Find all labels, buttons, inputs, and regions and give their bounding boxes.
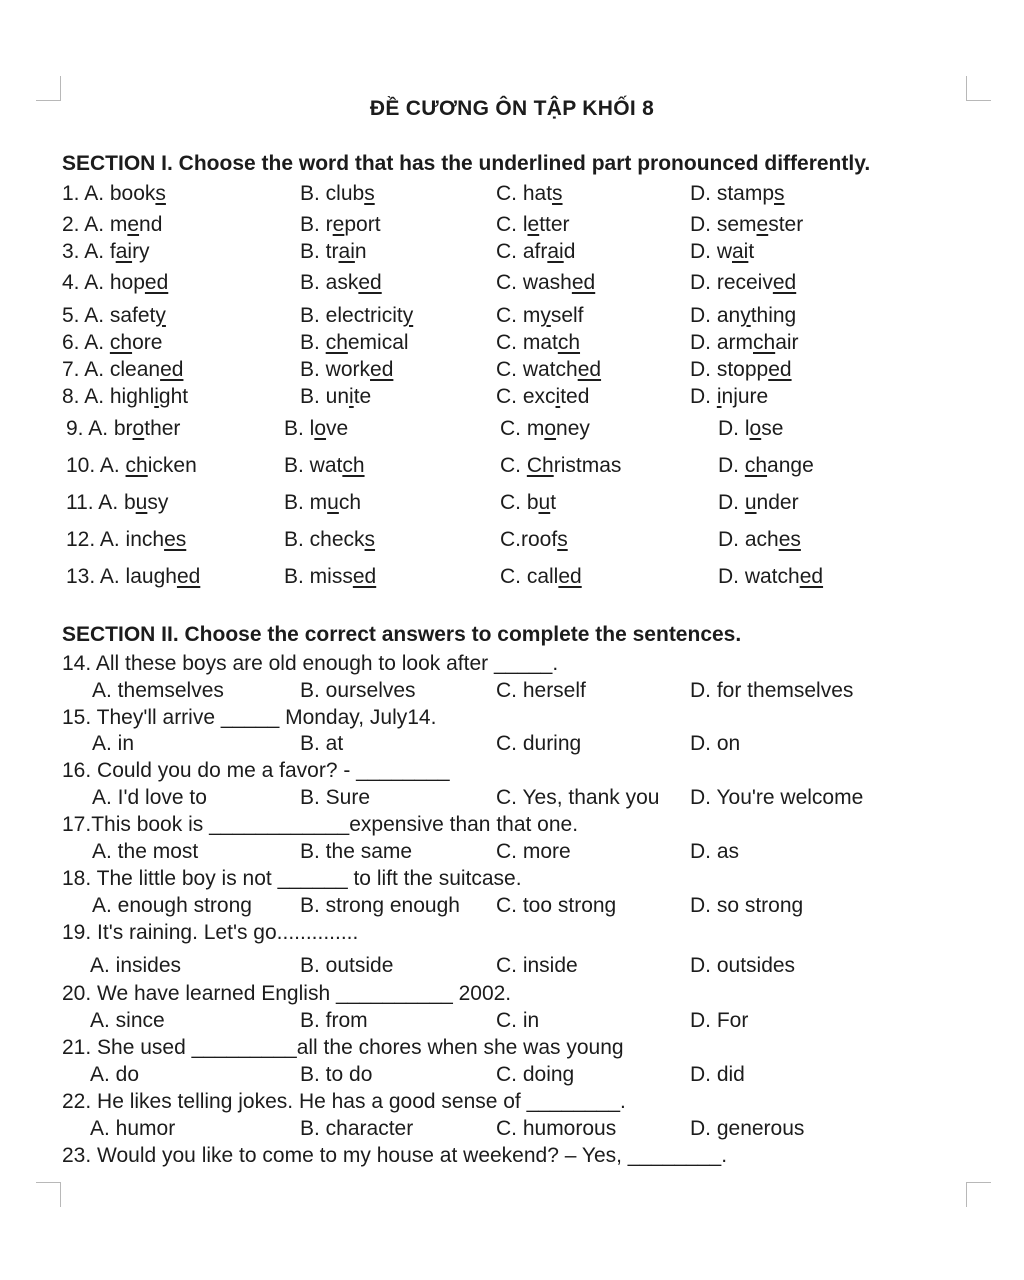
- underlined-part: s: [774, 182, 785, 205]
- answer-option-c: C. too strong: [496, 894, 617, 917]
- underlined-part: y: [155, 304, 166, 327]
- option-prefix: D. receiv: [690, 271, 773, 294]
- crop-mark-bottom-right: [966, 1182, 991, 1207]
- underlined-part: ai: [547, 240, 564, 263]
- option-prefix: D. arm: [690, 331, 753, 354]
- option-prefix: D.: [718, 454, 745, 477]
- answer-option-a: A. themselves: [92, 679, 224, 702]
- question-text: 20. We have learned English __________ 2002.: [62, 982, 512, 1005]
- answer-option-d: D. For: [690, 1009, 749, 1032]
- question-row: [0, 182, 1024, 208]
- question-row: [0, 271, 1024, 297]
- underlined-part: y: [740, 304, 751, 327]
- answer-option-c: C. in: [496, 1009, 540, 1032]
- answer-option-b: B. outside: [300, 954, 394, 977]
- option-suffix: se: [761, 417, 784, 440]
- option-suffix: nder: [756, 491, 799, 514]
- underlined-part: s: [552, 182, 563, 205]
- answer-option-d: D. so strong: [690, 894, 804, 917]
- option-prefix: B. miss: [284, 565, 353, 588]
- option-prefix: D. watch: [718, 565, 800, 588]
- option-prefix: 2. A. m: [62, 213, 128, 236]
- answer-option-d: D. as: [690, 840, 740, 863]
- option-suffix: port: [344, 213, 381, 236]
- option-d: [690, 240, 754, 264]
- option-b: [300, 240, 367, 264]
- option-prefix: B. un: [300, 385, 350, 408]
- underlined-part: ed: [799, 565, 824, 588]
- underlined-part: e: [756, 213, 769, 236]
- underlined-part: ed: [577, 358, 602, 381]
- answer-option-c: C. more: [496, 840, 571, 863]
- option-suffix: ch: [338, 491, 362, 514]
- answer-options: [0, 954, 1024, 980]
- option-d: [690, 304, 796, 328]
- answer-options: [0, 840, 1024, 866]
- underlined-part: u: [538, 491, 551, 514]
- underlined-part: i: [716, 385, 722, 408]
- option-prefix: D. an: [690, 304, 741, 327]
- option-b: [300, 182, 375, 206]
- option-d: [690, 358, 792, 382]
- option-prefix: 9. A. br: [66, 417, 133, 440]
- underlined-part: ch: [753, 331, 776, 354]
- option-prefix: C. mat: [496, 331, 558, 354]
- option-d: [690, 213, 803, 237]
- option-suffix: ange: [767, 454, 814, 477]
- option-c: [500, 454, 621, 478]
- answer-option-b: B. ourselves: [300, 679, 416, 702]
- option-c: [496, 385, 589, 409]
- option-c: [496, 271, 595, 295]
- underlined-part: ch: [557, 331, 581, 354]
- answer-option-d: D. for themselves: [690, 679, 854, 702]
- option-b: [284, 454, 365, 478]
- option-c: [496, 358, 601, 382]
- option-prefix: 4. A. hop: [62, 271, 145, 294]
- question-text: 14. All these boys are old enough to look after _____.: [62, 652, 559, 675]
- underlined-part: ch: [325, 331, 348, 354]
- option-prefix: D. stamp: [690, 182, 775, 205]
- option-c: [500, 417, 590, 441]
- question-text: 23. Would you like to come to my house at weekend? – Yes, ________.: [62, 1144, 728, 1167]
- option-suffix: thing: [750, 304, 797, 327]
- answer-options: [0, 1063, 1024, 1089]
- question-row: [0, 304, 1024, 330]
- option-a: [66, 528, 186, 552]
- answer-option-d: D. did: [690, 1063, 745, 1086]
- underlined-part: ed: [768, 358, 792, 381]
- option-b: [284, 491, 361, 515]
- underlined-part: o: [749, 417, 762, 440]
- answer-option-b: B. to do: [300, 1063, 373, 1086]
- option-prefix: B. l: [284, 417, 315, 440]
- underlined-part: e: [527, 213, 540, 236]
- question-row: [0, 491, 1024, 517]
- question-row: [0, 454, 1024, 480]
- underlined-part: s: [557, 528, 568, 551]
- option-suffix: n: [354, 240, 367, 263]
- answer-option-b: B. at: [300, 732, 344, 755]
- option-prefix: C. l: [496, 213, 528, 236]
- option-prefix: B. check: [284, 528, 365, 551]
- option-suffix: nd: [139, 213, 163, 236]
- option-prefix: 10. A.: [66, 454, 126, 477]
- question-row: [0, 213, 1024, 239]
- section-1-heading: SECTION I. Choose the word that has the underlined part pronounced differently.: [62, 152, 871, 175]
- option-suffix: ristmas: [553, 454, 622, 477]
- option-prefix: D. l: [718, 417, 750, 440]
- answer-option-b: B. the same: [300, 840, 413, 863]
- option-b: [284, 528, 375, 552]
- question-row: [0, 331, 1024, 357]
- option-prefix: B. electricit: [300, 304, 403, 327]
- answer-options: [0, 786, 1024, 812]
- underlined-part: ch: [109, 331, 133, 354]
- option-a: [66, 491, 168, 515]
- option-suffix: ted: [560, 385, 590, 408]
- option-c: [496, 304, 584, 328]
- option-prefix: B. wat: [284, 454, 343, 477]
- answer-option-c: C. humorous: [496, 1117, 617, 1140]
- option-prefix: C. wash: [496, 271, 572, 294]
- answer-option-a: A. since: [90, 1009, 165, 1032]
- option-prefix: 13. A. laugh: [66, 565, 177, 588]
- option-prefix: 11. A. b: [66, 491, 136, 514]
- underlined-part: ed: [571, 271, 596, 294]
- answer-options: [0, 894, 1024, 920]
- underlined-part: y: [402, 304, 414, 327]
- option-suffix: icken: [147, 454, 197, 477]
- answer-options: [0, 732, 1024, 758]
- underlined-part: ed: [176, 565, 201, 588]
- option-suffix: ther: [144, 417, 181, 440]
- option-a: [62, 271, 168, 295]
- option-prefix: D. ach: [718, 528, 779, 551]
- option-prefix: B.: [300, 331, 326, 354]
- underlined-part: s: [364, 182, 375, 205]
- answer-options: [0, 1117, 1024, 1143]
- option-a: [62, 304, 166, 328]
- option-prefix: C.roof: [500, 528, 558, 551]
- question-text: 15. They'll arrive _____ Monday, July14.: [62, 706, 437, 729]
- option-prefix: 7. A. clean: [62, 358, 161, 381]
- underlined-part: ch: [744, 454, 768, 477]
- option-d: [718, 565, 823, 589]
- answer-option-d: D. generous: [690, 1117, 805, 1140]
- option-d: [718, 491, 799, 515]
- underlined-part: o: [314, 417, 327, 440]
- option-a: [66, 565, 200, 589]
- option-prefix: C. b: [500, 491, 539, 514]
- underlined-part: ed: [772, 271, 797, 294]
- option-prefix: D. w: [690, 240, 732, 263]
- option-prefix: B. m: [284, 491, 328, 514]
- underlined-part: i: [154, 385, 159, 408]
- option-prefix: D.: [690, 385, 717, 408]
- option-c: [500, 565, 582, 589]
- underlined-part: es: [164, 528, 187, 551]
- crop-mark-bottom-left: [36, 1182, 61, 1207]
- question-text: 19. It's raining. Let's go..............: [62, 921, 359, 944]
- option-suffix: d: [563, 240, 576, 263]
- option-prefix: C. m: [496, 304, 541, 327]
- option-a: [62, 358, 183, 382]
- option-suffix: ster: [768, 213, 804, 236]
- option-c: [500, 491, 556, 515]
- question-row: [0, 358, 1024, 384]
- option-prefix: C. hat: [496, 182, 553, 205]
- option-a: [62, 213, 162, 237]
- answer-option-b: B. character: [300, 1117, 414, 1140]
- option-b: [300, 331, 409, 355]
- answer-option-a: A. insides: [90, 954, 182, 977]
- option-d: [690, 331, 799, 355]
- option-prefix: C. m: [500, 417, 545, 440]
- option-a: [62, 385, 188, 409]
- option-suffix: ore: [132, 331, 163, 354]
- option-c: [496, 182, 563, 206]
- answer-option-a: A. do: [90, 1063, 140, 1086]
- option-d: [718, 454, 814, 478]
- option-suffix: ry: [132, 240, 150, 263]
- option-b: [284, 417, 348, 441]
- option-suffix: ght: [158, 385, 189, 408]
- option-b: [300, 213, 381, 237]
- option-c: [500, 528, 568, 552]
- underlined-part: i: [349, 385, 354, 408]
- option-prefix: 8. A. highl: [62, 385, 155, 408]
- question-row: [0, 385, 1024, 411]
- answer-option-b: B. Sure: [300, 786, 371, 809]
- underlined-part: ed: [160, 358, 184, 381]
- option-suffix: t: [748, 240, 755, 263]
- option-d: [690, 182, 785, 206]
- option-b: [300, 385, 371, 409]
- question-row: [0, 528, 1024, 554]
- underlined-part: s: [364, 528, 376, 551]
- option-suffix: njure: [721, 385, 769, 408]
- option-prefix: 6. A.: [62, 331, 110, 354]
- underlined-part: i: [555, 385, 561, 408]
- option-a: [62, 331, 162, 355]
- option-prefix: B. ask: [300, 271, 359, 294]
- underlined-part: ai: [732, 240, 749, 263]
- option-b: [300, 271, 382, 295]
- underlined-part: o: [132, 417, 145, 440]
- question-text: 18. The little boy is not ______ to lift the suitcase.: [62, 867, 522, 890]
- option-b: [284, 565, 376, 589]
- option-suffix: tter: [539, 213, 570, 236]
- option-prefix: B. work: [300, 358, 371, 381]
- answer-option-b: B. from: [300, 1009, 368, 1032]
- option-prefix: 12. A. inch: [66, 528, 165, 551]
- answer-option-a: A. in: [92, 732, 135, 755]
- answer-options: [0, 1009, 1024, 1035]
- option-prefix: C.: [500, 454, 527, 477]
- answer-option-c: C. doing: [496, 1063, 575, 1086]
- option-prefix: B. club: [300, 182, 365, 205]
- underlined-part: Ch: [526, 454, 554, 477]
- underlined-part: y: [540, 304, 551, 327]
- underlined-part: e: [127, 213, 140, 236]
- underlined-part: u: [744, 491, 757, 514]
- option-a: [62, 182, 166, 206]
- option-suffix: emical: [347, 331, 409, 354]
- option-b: [300, 358, 393, 382]
- question-row: [0, 417, 1024, 443]
- option-b: [300, 304, 413, 328]
- option-d: [718, 528, 801, 552]
- option-suffix: ve: [326, 417, 349, 440]
- underlined-part: ed: [370, 358, 394, 381]
- option-c: [496, 213, 570, 237]
- question-row: [0, 240, 1024, 266]
- option-prefix: B. r: [300, 213, 333, 236]
- option-a: [66, 454, 197, 478]
- option-prefix: 1. A. book: [62, 182, 156, 205]
- underlined-part: ed: [352, 565, 377, 588]
- option-prefix: C. afr: [496, 240, 548, 263]
- option-prefix: D. sem: [690, 213, 757, 236]
- underlined-part: ed: [358, 271, 382, 294]
- option-prefix: D.: [718, 491, 745, 514]
- answer-option-a: A. I'd love to: [92, 786, 207, 809]
- underlined-part: u: [327, 491, 339, 514]
- option-c: [496, 240, 575, 264]
- question-text: 22. He likes telling jokes. He has a good sense of ________.: [62, 1090, 626, 1113]
- option-a: [66, 417, 180, 441]
- option-a: [62, 240, 150, 264]
- question-text: 16. Could you do me a favor? - ________: [62, 759, 450, 782]
- underlined-part: es: [778, 528, 801, 551]
- underlined-part: ai: [115, 240, 133, 263]
- option-c: [496, 331, 580, 355]
- question-row: [0, 565, 1024, 591]
- underlined-part: ch: [342, 454, 365, 477]
- answer-option-c: C. herself: [496, 679, 586, 702]
- underlined-part: e: [332, 213, 345, 236]
- section-2-heading: SECTION II. Choose the correct answers to complete the sentences.: [62, 623, 742, 646]
- answer-option-a: A. enough strong: [92, 894, 252, 917]
- option-suffix: ney: [556, 417, 590, 440]
- answer-option-d: D. on: [690, 732, 741, 755]
- option-prefix: C. call: [500, 565, 559, 588]
- answer-option-c: C. during: [496, 732, 582, 755]
- underlined-part: o: [544, 417, 557, 440]
- option-d: [690, 385, 768, 409]
- answer-option-c: C. Yes, thank you: [496, 786, 660, 809]
- option-d: [718, 417, 783, 441]
- underlined-part: ed: [558, 565, 582, 588]
- option-prefix: B. tr: [300, 240, 339, 263]
- answer-option-d: D. You're welcome: [690, 786, 864, 809]
- answer-options: [0, 679, 1024, 705]
- option-prefix: C. exc: [496, 385, 556, 408]
- option-prefix: 3. A. f: [62, 240, 116, 263]
- option-suffix: self: [550, 304, 584, 327]
- underlined-part: ai: [338, 240, 355, 263]
- underlined-part: ed: [144, 271, 169, 294]
- document-title: ĐỀ CƯƠNG ÔN TẬP KHỐI 8: [369, 97, 655, 120]
- answer-option-d: D. outsides: [690, 954, 796, 977]
- option-suffix: te: [353, 385, 372, 408]
- underlined-part: ch: [125, 454, 148, 477]
- option-prefix: 5. A. safet: [62, 304, 156, 327]
- answer-option-a: A. humor: [90, 1117, 176, 1140]
- answer-option-b: B. strong enough: [300, 894, 460, 917]
- option-d: [690, 271, 796, 295]
- option-suffix: sy: [147, 491, 169, 514]
- option-suffix: t: [550, 491, 557, 514]
- option-prefix: D. stopp: [690, 358, 769, 381]
- underlined-part: u: [135, 491, 148, 514]
- option-suffix: air: [775, 331, 799, 354]
- question-text: 17.This book is ____________expensive than that one.: [62, 813, 579, 836]
- answer-option-c: C. inside: [496, 954, 578, 977]
- option-prefix: C. watch: [496, 358, 578, 381]
- question-text: 21. She used _________all the chores when she was young: [62, 1036, 624, 1059]
- underlined-part: s: [155, 182, 166, 205]
- answer-option-a: A. the most: [92, 840, 199, 863]
